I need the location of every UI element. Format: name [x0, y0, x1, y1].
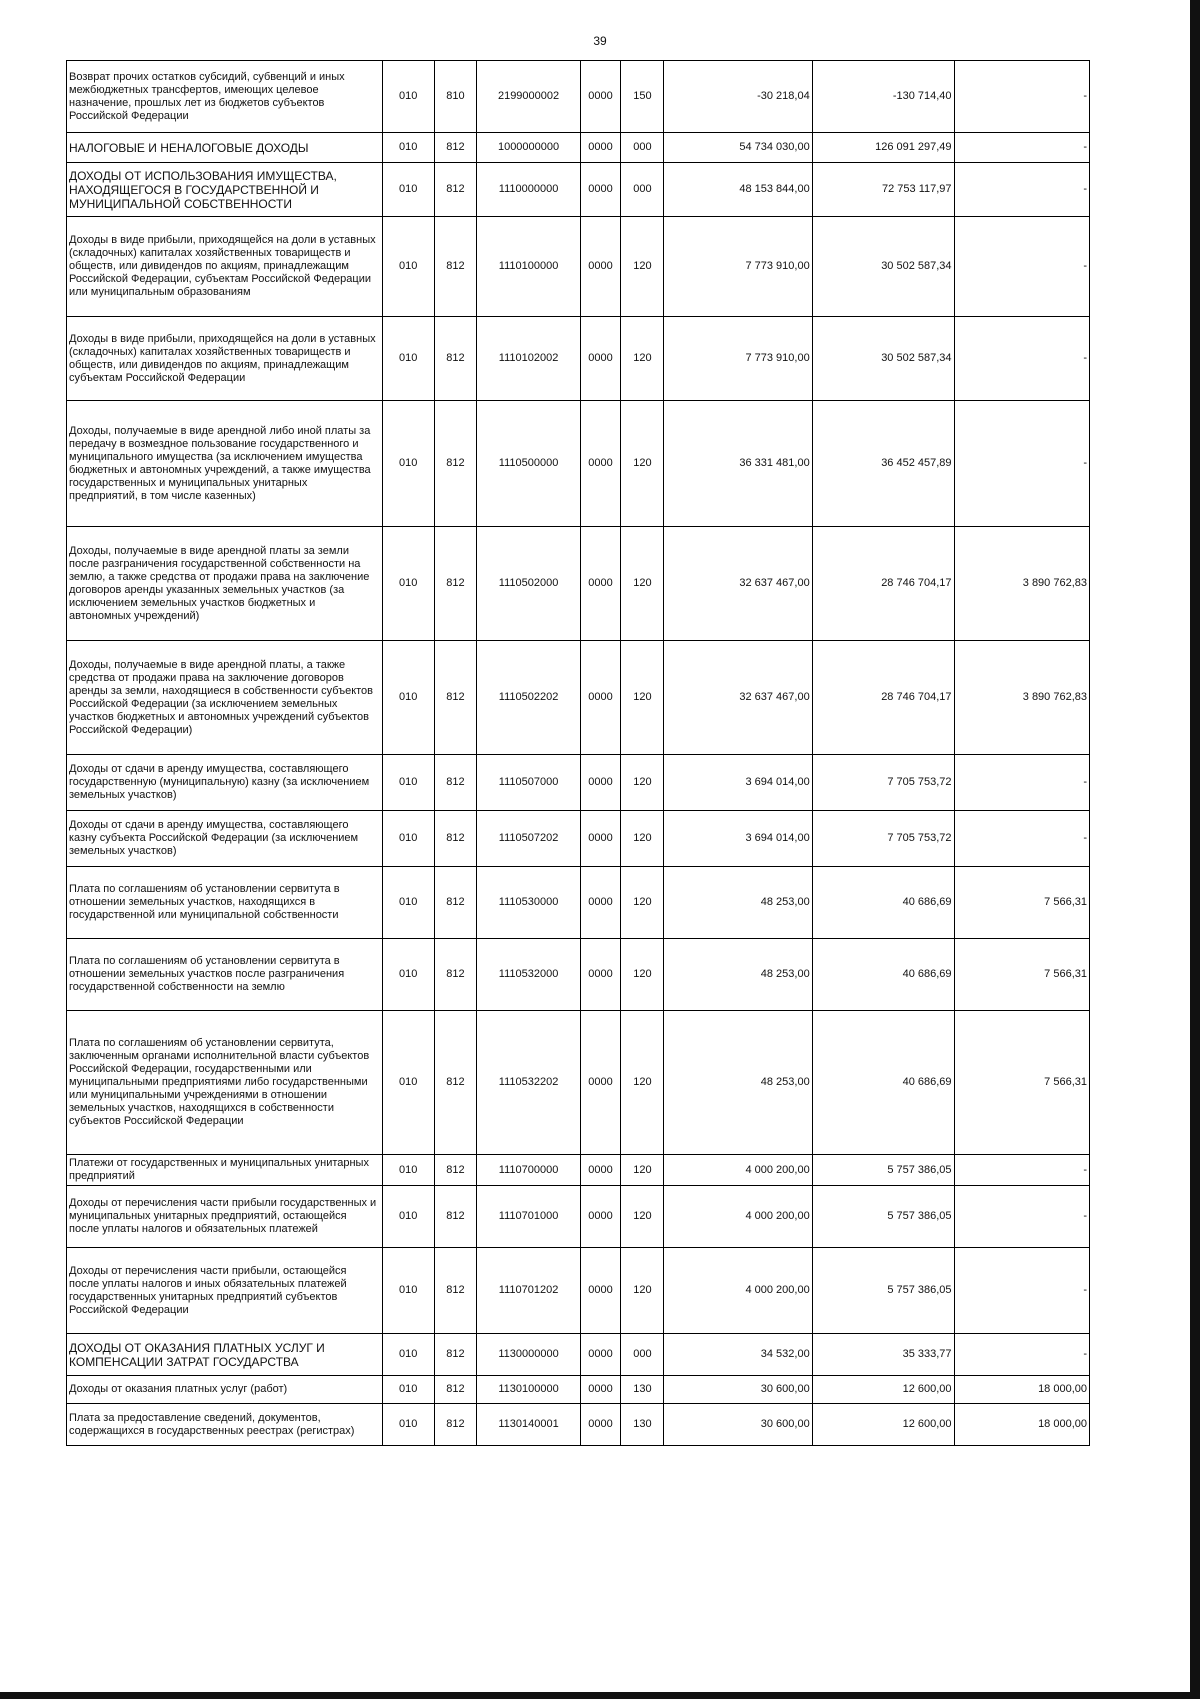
row-fact-amount: 36 452 457,89	[812, 401, 954, 527]
row-kbk-code: 1110000000	[477, 163, 580, 217]
row-name: Возврат прочих остатков субсидий, субвенций и иных межбюджетных трансфертов, имеющих целевое назначение, прошлых лет из бюджетов субъектов Российской Федерации	[67, 61, 383, 133]
row-fact-amount: 40 686,69	[812, 1011, 954, 1155]
page-number: 39	[593, 34, 607, 48]
row-code-2: 812	[434, 811, 477, 867]
table-row	[67, 217, 1090, 317]
row-diff-amount: 7 566,31	[954, 867, 1089, 939]
row-code-1: 010	[382, 217, 434, 317]
row-diff-amount: -	[954, 1334, 1089, 1376]
row-program-code: 0000	[580, 1334, 621, 1376]
row-kbk-code: 1110532202	[477, 1011, 580, 1155]
row-fact-amount: -130 714,40	[812, 61, 954, 133]
row-code-1: 010	[382, 1334, 434, 1376]
row-plan-amount: 48 253,00	[664, 1011, 812, 1155]
row-kbk-code: 2199000002	[477, 61, 580, 133]
row-code-2: 812	[434, 1155, 477, 1186]
row-plan-amount: 32 637 467,00	[664, 527, 812, 641]
row-program-code: 0000	[580, 1186, 621, 1248]
table-row	[67, 1155, 1090, 1186]
row-name: НАЛОГОВЫЕ И НЕНАЛОГОВЫЕ ДОХОДЫ	[67, 133, 383, 163]
row-diff-amount: 3 890 762,83	[954, 641, 1089, 755]
row-code-2: 812	[434, 1334, 477, 1376]
row-code-1: 010	[382, 133, 434, 163]
table-row	[67, 1186, 1090, 1248]
row-kbk-code: 1110530000	[477, 867, 580, 939]
row-plan-amount: 7 773 910,00	[664, 317, 812, 401]
row-diff-amount: 7 566,31	[954, 1011, 1089, 1155]
table-row	[67, 939, 1090, 1011]
row-kbk-code: 1130100000	[477, 1376, 580, 1404]
row-plan-amount: 3 694 014,00	[664, 811, 812, 867]
row-fact-amount: 12 600,00	[812, 1404, 954, 1446]
row-fact-amount: 40 686,69	[812, 939, 954, 1011]
row-kbk-code: 1110100000	[477, 217, 580, 317]
table-row	[67, 1248, 1090, 1334]
scan-border-right	[1190, 0, 1200, 1699]
row-name: ДОХОДЫ ОТ ИСПОЛЬЗОВАНИЯ ИМУЩЕСТВА, НАХОДЯЩЕГОСЯ В ГОСУДАРСТВЕННОЙ И МУНИЦИПАЛЬНОЙ СОБСТВЕННОСТИ	[67, 163, 383, 217]
row-kbk-code: 1110701202	[477, 1248, 580, 1334]
row-kosgu-code: 120	[621, 1186, 664, 1248]
row-fact-amount: 7 705 753,72	[812, 811, 954, 867]
row-name: Доходы, получаемые в виде арендной либо иной платы за передачу в возмездное пользование государственного и муниципального имущества (за исключением имущества бюджетных и автономных учреждений, а также имущества государственных и муниципальных унитарных предприятий, в том числе казенных)	[67, 401, 383, 527]
table-row	[67, 163, 1090, 217]
row-name: Доходы, получаемые в виде арендной платы за земли после разграничения государственной собственности на землю, а также средства от продажи права на заключение договоров аренды указанных земельных участков (за исключением земельных участков бюджетных и автономных учреждений)	[67, 527, 383, 641]
row-kosgu-code: 130	[621, 1404, 664, 1446]
table-row	[67, 811, 1090, 867]
row-code-1: 010	[382, 61, 434, 133]
row-code-2: 812	[434, 755, 477, 811]
row-program-code: 0000	[580, 401, 621, 527]
row-diff-amount: -	[954, 1186, 1089, 1248]
table-row	[67, 133, 1090, 163]
row-name: ДОХОДЫ ОТ ОКАЗАНИЯ ПЛАТНЫХ УСЛУГ И КОМПЕНСАЦИИ ЗАТРАТ ГОСУДАРСТВА	[67, 1334, 383, 1376]
row-code-1: 010	[382, 1155, 434, 1186]
row-plan-amount: 3 694 014,00	[664, 755, 812, 811]
row-code-1: 010	[382, 939, 434, 1011]
row-fact-amount: 28 746 704,17	[812, 527, 954, 641]
row-fact-amount: 5 757 386,05	[812, 1248, 954, 1334]
table-row	[67, 401, 1090, 527]
row-kbk-code: 1110500000	[477, 401, 580, 527]
row-fact-amount: 5 757 386,05	[812, 1155, 954, 1186]
row-code-1: 010	[382, 1186, 434, 1248]
row-program-code: 0000	[580, 1155, 621, 1186]
row-kbk-code: 1110507000	[477, 755, 580, 811]
row-code-1: 010	[382, 811, 434, 867]
row-code-1: 010	[382, 317, 434, 401]
scan-border-bottom	[0, 1692, 1200, 1699]
row-name: Доходы, получаемые в виде арендной платы, а также средства от продажи права на заключение договоров аренды за земли, находящиеся в собственности субъектов Российской Федерации (за исключением земельных участков бюджетных и автономных учреждений субъектов Российской Федерации)	[67, 641, 383, 755]
table-row	[67, 1011, 1090, 1155]
table-row	[67, 1376, 1090, 1404]
row-code-2: 812	[434, 133, 477, 163]
row-program-code: 0000	[580, 867, 621, 939]
row-kosgu-code: 150	[621, 61, 664, 133]
row-code-2: 812	[434, 1011, 477, 1155]
row-kosgu-code: 120	[621, 867, 664, 939]
row-diff-amount: -	[954, 1248, 1089, 1334]
row-kosgu-code: 130	[621, 1376, 664, 1404]
row-code-2: 812	[434, 527, 477, 641]
row-name: Плата за предоставление сведений, документов, содержащихся в государственных реестрах (регистрах)	[67, 1404, 383, 1446]
row-diff-amount: -	[954, 317, 1089, 401]
row-program-code: 0000	[580, 1248, 621, 1334]
row-name: Плата по соглашениям об установлении сервитута в отношении земельных участков, находящихся в государственной или муниципальной собственности	[67, 867, 383, 939]
row-plan-amount: 48 253,00	[664, 939, 812, 1011]
row-diff-amount: -	[954, 61, 1089, 133]
row-code-1: 010	[382, 1404, 434, 1446]
row-fact-amount: 5 757 386,05	[812, 1186, 954, 1248]
row-kosgu-code: 000	[621, 133, 664, 163]
row-kosgu-code: 000	[621, 163, 664, 217]
row-diff-amount: -	[954, 401, 1089, 527]
row-plan-amount: 48 153 844,00	[664, 163, 812, 217]
row-name: Доходы от перечисления части прибыли, остающейся после уплаты налогов и иных обязательных платежей государственных унитарных предприятий субъектов Российской Федерации	[67, 1248, 383, 1334]
row-plan-amount: 34 532,00	[664, 1334, 812, 1376]
row-name: Плата по соглашениям об установлении сервитута в отношении земельных участков после разграничения государственной собственности на землю	[67, 939, 383, 1011]
row-diff-amount: -	[954, 217, 1089, 317]
row-plan-amount: 7 773 910,00	[664, 217, 812, 317]
row-kosgu-code: 120	[621, 1155, 664, 1186]
row-kosgu-code: 120	[621, 317, 664, 401]
row-fact-amount: 72 753 117,97	[812, 163, 954, 217]
row-fact-amount: 12 600,00	[812, 1376, 954, 1404]
row-code-1: 010	[382, 1376, 434, 1404]
row-fact-amount: 40 686,69	[812, 867, 954, 939]
row-kbk-code: 1110532000	[477, 939, 580, 1011]
row-diff-amount: -	[954, 1155, 1089, 1186]
row-program-code: 0000	[580, 1404, 621, 1446]
budget-table-wrap	[66, 60, 1090, 1446]
row-code-2: 812	[434, 1404, 477, 1446]
row-kbk-code: 1110507202	[477, 811, 580, 867]
row-fact-amount: 30 502 587,34	[812, 217, 954, 317]
row-program-code: 0000	[580, 641, 621, 755]
row-code-2: 812	[434, 401, 477, 527]
row-code-2: 812	[434, 867, 477, 939]
row-kbk-code: 1110502202	[477, 641, 580, 755]
row-plan-amount: 54 734 030,00	[664, 133, 812, 163]
row-fact-amount: 28 746 704,17	[812, 641, 954, 755]
row-code-1: 010	[382, 527, 434, 641]
row-code-2: 812	[434, 1186, 477, 1248]
table-row	[67, 527, 1090, 641]
row-program-code: 0000	[580, 217, 621, 317]
budget-revenue-table	[66, 60, 1090, 1446]
row-plan-amount: 30 600,00	[664, 1376, 812, 1404]
row-kbk-code: 1000000000	[477, 133, 580, 163]
row-name: Доходы от сдачи в аренду имущества, составляющего казну субъекта Российской Федерации (за исключением земельных участков)	[67, 811, 383, 867]
row-plan-amount: 36 331 481,00	[664, 401, 812, 527]
table-row	[67, 755, 1090, 811]
row-program-code: 0000	[580, 163, 621, 217]
row-kosgu-code: 120	[621, 641, 664, 755]
row-code-1: 010	[382, 401, 434, 527]
row-kbk-code: 1110102002	[477, 317, 580, 401]
row-plan-amount: 30 600,00	[664, 1404, 812, 1446]
row-name: Доходы в виде прибыли, приходящейся на доли в уставных (складочных) капиталах хозяйственных товариществ и обществ, или дивидендов по акциям, принадлежащим субъектам Российской Федерации	[67, 317, 383, 401]
row-program-code: 0000	[580, 1011, 621, 1155]
row-kosgu-code: 120	[621, 1248, 664, 1334]
row-code-2: 812	[434, 1248, 477, 1334]
row-kosgu-code: 120	[621, 811, 664, 867]
table-row	[67, 317, 1090, 401]
row-name: Доходы от сдачи в аренду имущества, составляющего государственную (муниципальную) казну (за исключением земельных участков)	[67, 755, 383, 811]
row-name: Платежи от государственных и муниципальных унитарных предприятий	[67, 1155, 383, 1186]
row-code-2: 812	[434, 163, 477, 217]
row-fact-amount: 126 091 297,49	[812, 133, 954, 163]
row-diff-amount: -	[954, 811, 1089, 867]
row-program-code: 0000	[580, 755, 621, 811]
row-code-1: 010	[382, 755, 434, 811]
row-plan-amount: -30 218,04	[664, 61, 812, 133]
row-program-code: 0000	[580, 133, 621, 163]
row-kosgu-code: 120	[621, 1011, 664, 1155]
row-name: Доходы в виде прибыли, приходящейся на доли в уставных (складочных) капиталах хозяйственных товариществ и обществ, или дивидендов по акциям, принадлежащим Российской Федерации, субъектам Российской Федерации или муниципальным образованиям	[67, 217, 383, 317]
row-kosgu-code: 120	[621, 401, 664, 527]
table-body	[67, 61, 1090, 1446]
row-fact-amount: 35 333,77	[812, 1334, 954, 1376]
row-code-1: 010	[382, 1248, 434, 1334]
row-fact-amount: 30 502 587,34	[812, 317, 954, 401]
row-diff-amount: 3 890 762,83	[954, 527, 1089, 641]
row-diff-amount: 7 566,31	[954, 939, 1089, 1011]
row-kosgu-code: 000	[621, 1334, 664, 1376]
row-code-2: 812	[434, 217, 477, 317]
row-diff-amount: 18 000,00	[954, 1404, 1089, 1446]
row-code-2: 812	[434, 939, 477, 1011]
row-code-2: 812	[434, 641, 477, 755]
row-kosgu-code: 120	[621, 527, 664, 641]
row-kbk-code: 1130140001	[477, 1404, 580, 1446]
row-code-1: 010	[382, 1011, 434, 1155]
row-name: Плата по соглашениям об установлении сервитута, заключенным органами исполнительной власти субъектов Российской Федерации, государственными или муниципальными предприятиями либо государственными или муниципальными учреждениями в отношении земельных участков, находящихся в собственности субъектов Российской Федерации	[67, 1011, 383, 1155]
table-row	[67, 641, 1090, 755]
row-plan-amount: 4 000 200,00	[664, 1248, 812, 1334]
row-diff-amount: -	[954, 163, 1089, 217]
row-plan-amount: 32 637 467,00	[664, 641, 812, 755]
table-row	[67, 61, 1090, 133]
row-kbk-code: 1110502000	[477, 527, 580, 641]
row-code-2: 810	[434, 61, 477, 133]
row-program-code: 0000	[580, 527, 621, 641]
row-diff-amount: 18 000,00	[954, 1376, 1089, 1404]
row-program-code: 0000	[580, 317, 621, 401]
row-name: Доходы от перечисления части прибыли государственных и муниципальных унитарных предприятий, остающейся после уплаты налогов и обязательных платежей	[67, 1186, 383, 1248]
row-kbk-code: 1110701000	[477, 1186, 580, 1248]
row-name: Доходы от оказания платных услуг (работ)	[67, 1376, 383, 1404]
table-row	[67, 1334, 1090, 1376]
row-kosgu-code: 120	[621, 755, 664, 811]
row-plan-amount: 48 253,00	[664, 867, 812, 939]
row-code-1: 010	[382, 867, 434, 939]
row-program-code: 0000	[580, 811, 621, 867]
row-code-1: 010	[382, 641, 434, 755]
row-kbk-code: 1130000000	[477, 1334, 580, 1376]
table-row	[67, 1404, 1090, 1446]
row-kosgu-code: 120	[621, 217, 664, 317]
row-kbk-code: 1110700000	[477, 1155, 580, 1186]
row-fact-amount: 7 705 753,72	[812, 755, 954, 811]
row-program-code: 0000	[580, 939, 621, 1011]
row-code-2: 812	[434, 317, 477, 401]
row-code-2: 812	[434, 1376, 477, 1404]
row-program-code: 0000	[580, 1376, 621, 1404]
row-program-code: 0000	[580, 61, 621, 133]
row-code-1: 010	[382, 163, 434, 217]
row-plan-amount: 4 000 200,00	[664, 1186, 812, 1248]
row-diff-amount: -	[954, 755, 1089, 811]
row-kosgu-code: 120	[621, 939, 664, 1011]
row-plan-amount: 4 000 200,00	[664, 1155, 812, 1186]
row-diff-amount: -	[954, 133, 1089, 163]
table-row	[67, 867, 1090, 939]
